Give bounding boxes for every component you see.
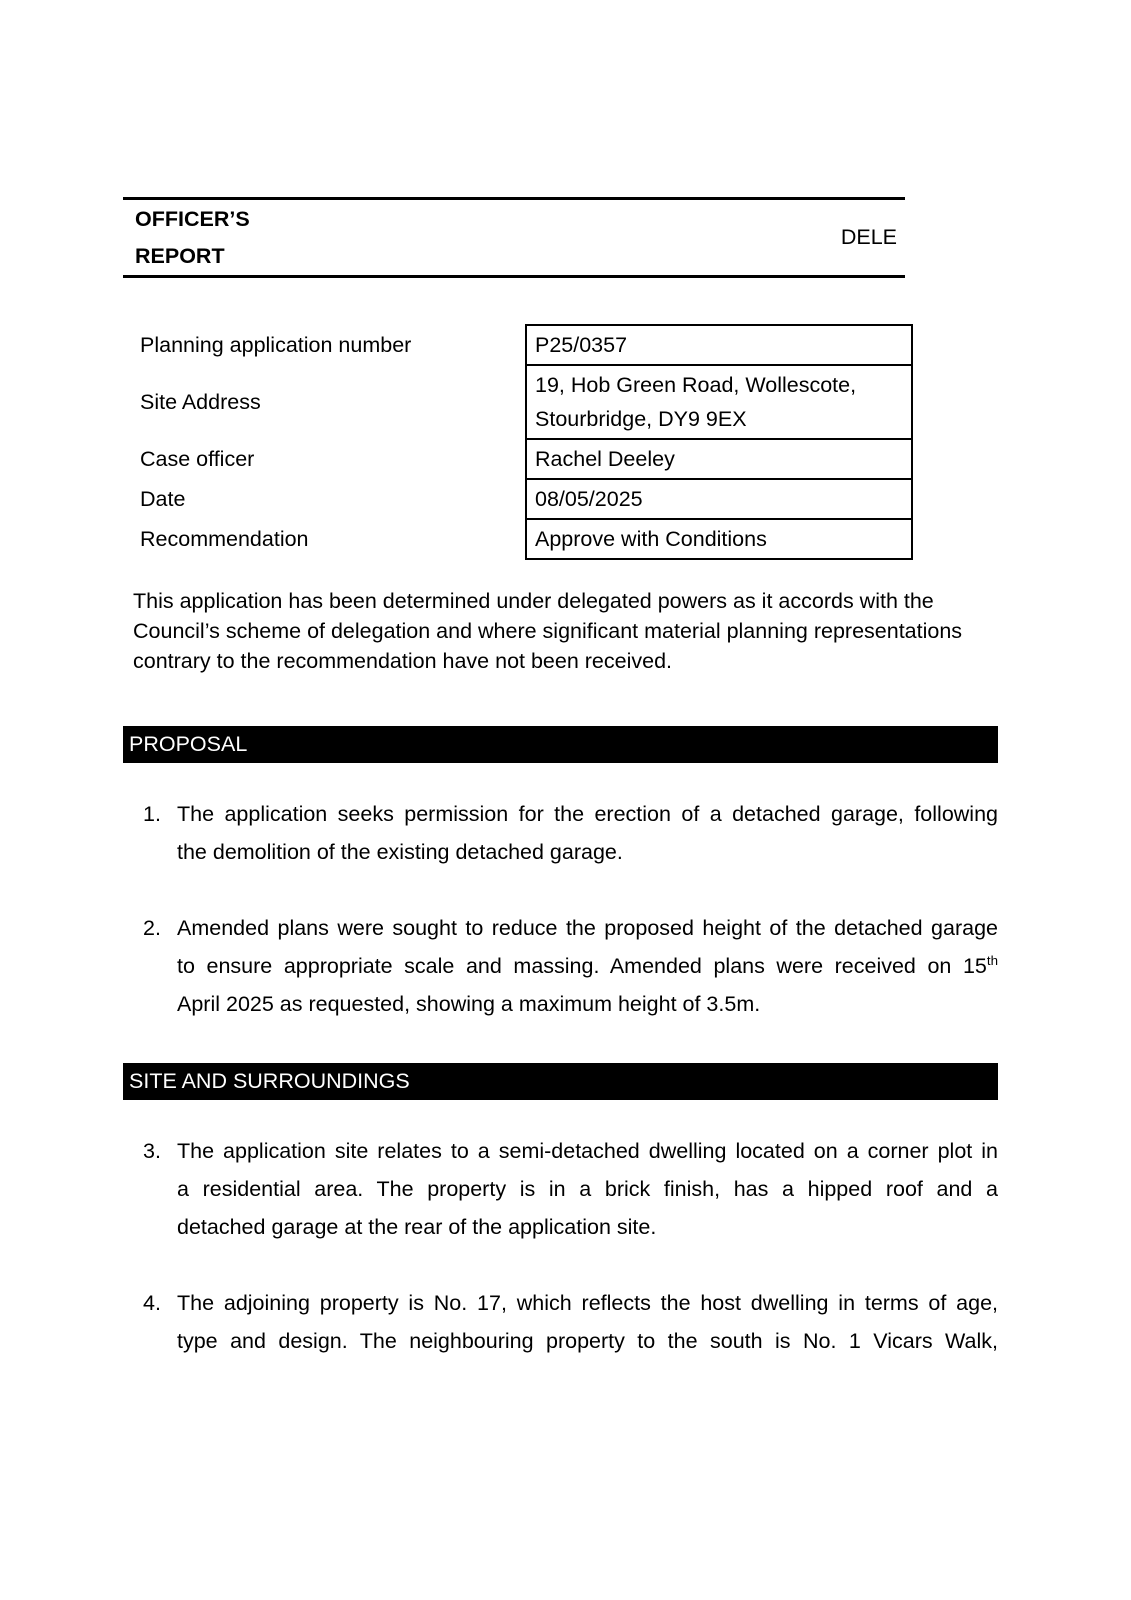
application-number-value: P25/0357 (526, 325, 912, 365)
date-label: Date (140, 487, 186, 511)
list-item (123, 1284, 998, 1360)
item-text-line: Amended plans were sought to reduce the proposed height of the detached garage (177, 916, 998, 940)
item-text (177, 1132, 998, 1246)
table-row (140, 439, 912, 479)
item-number: 1. (143, 802, 161, 826)
application-number-label: Planning application number (140, 333, 412, 357)
item-text-segment: to ensure appropriate scale and massing. Amended plans were received on 15 (177, 954, 987, 978)
table-row (140, 365, 912, 439)
section-heading-site-and-surroundings: SITE AND SURROUNDINGS (123, 1063, 998, 1100)
case-officer-label: Case officer (140, 447, 255, 471)
item-text-line: the demolition of the existing detached garage. (177, 840, 623, 864)
recommendation-label: Recommendation (140, 527, 309, 551)
item-text-line: The application site relates to a semi-detached dwelling located on a corner plot in (177, 1139, 998, 1163)
report-title-line1: OFFICER’S (135, 207, 250, 231)
item-text (177, 1284, 998, 1360)
report-title-line2: REPORT (135, 244, 225, 268)
case-officer-value: Rachel Deeley (526, 439, 912, 479)
table-row (140, 519, 912, 559)
list-item (123, 909, 998, 1023)
list-item (123, 795, 998, 871)
site-address-label: Site Address (140, 390, 261, 414)
section-heading-proposal: PROPOSAL (123, 726, 998, 763)
report-header (123, 197, 905, 278)
item-text (177, 909, 998, 1023)
table-row (140, 325, 912, 365)
site-address-value: 19, Hob Green Road, Wollescote, Stourbridge, DY9 9EX (526, 365, 912, 439)
list-item (123, 1132, 998, 1246)
application-details-table (140, 324, 913, 560)
ordinal-superscript: th (986, 952, 998, 968)
item-text-line: detached garage at the rear of the application site. (177, 1215, 657, 1239)
delegation-statement: This application has been determined under delegated powers as it accords with the Council’s scheme of delegation and where significant material planning representations contrary to the recommendation have not been received. (133, 589, 963, 673)
item-text-line: a residential area. The property is in a brick finish, has a hipped roof and a (177, 1177, 998, 1201)
item-text (177, 795, 998, 871)
page-content (123, 197, 998, 1360)
delegated-label: DELE (840, 225, 897, 249)
table-row (140, 479, 912, 519)
item-text-line: type and design. The neighbouring property to the south is No. 1 Vicars Walk, (177, 1329, 998, 1353)
item-number: 4. (143, 1291, 161, 1315)
recommendation-value: Approve with Conditions (526, 519, 912, 559)
item-number: 3. (143, 1139, 161, 1163)
report-title (123, 200, 250, 275)
item-text-line: The application seeks permission for the erection of a detached garage, following (177, 802, 998, 826)
item-text-line (177, 947, 998, 985)
date-value: 08/05/2025 (526, 479, 912, 519)
item-text-line: April 2025 as requested, showing a maximum height of 3.5m. (177, 992, 761, 1016)
item-number: 2. (143, 916, 161, 940)
item-text-line: The adjoining property is No. 17, which reflects the host dwelling in terms of age, (177, 1291, 998, 1315)
